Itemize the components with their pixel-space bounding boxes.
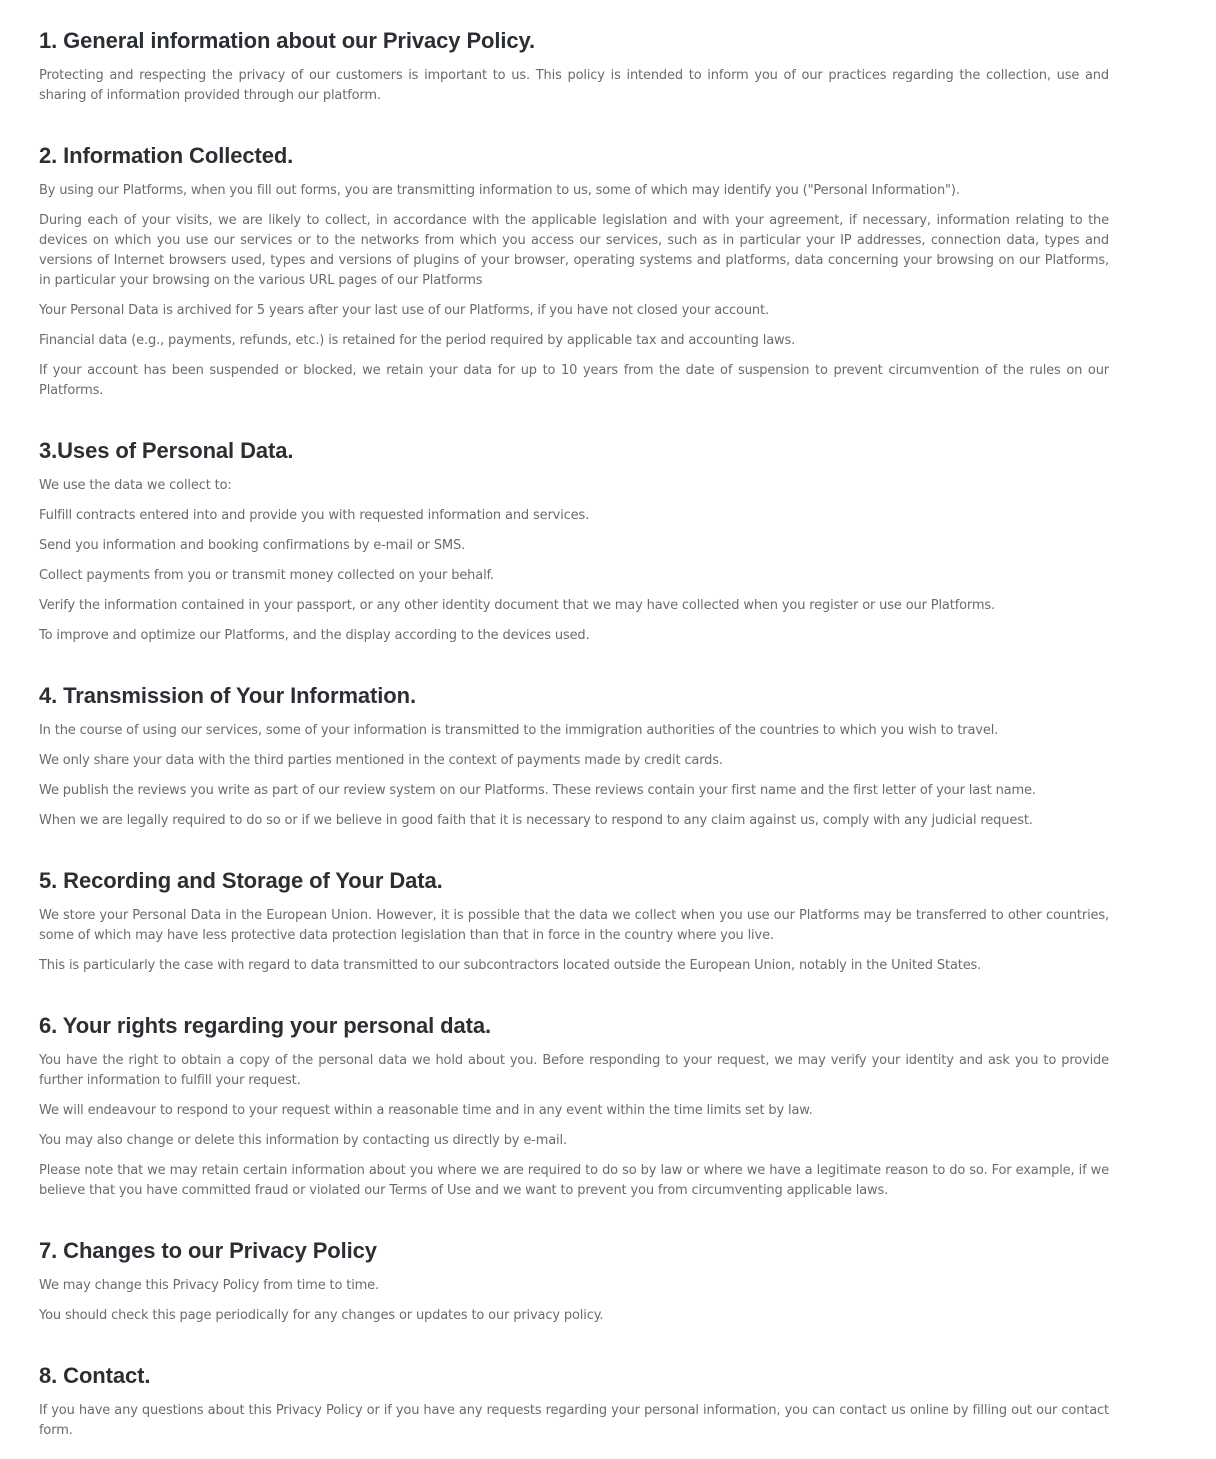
section-transmission-of-information — [39, 682, 1109, 841]
section-recording-and-storage — [39, 867, 1109, 986]
section-paragraph: We only share your data with the third parties mentioned in the context of payments made by credit cards. — [39, 753, 723, 768]
section-paragraph: If you have any questions about this Privacy Policy or if you have any requests regarding your personal information, you can contact us online by filling out our contact form. — [39, 1403, 1109, 1438]
section-paragraph: You should check this page periodically for any changes or updates to our privacy policy. — [39, 1308, 604, 1323]
section-changes-to-policy — [39, 1237, 1109, 1336]
section-information-collected — [39, 142, 1109, 411]
section-paragraph: We will endeavour to respond to your request within a reasonable time and in any event within the time limits set by law. — [39, 1103, 813, 1118]
section-paragraph: Collect payments from you or transmit money collected on your behalf. — [39, 568, 495, 583]
section-paragraph: We use the data we collect to: — [39, 478, 232, 493]
section-paragraph: To improve and optimize our Platforms, and the display according to the devices used. — [39, 628, 590, 643]
section-contact — [39, 1362, 1109, 1451]
section-paragraph: We may change this Privacy Policy from time to time. — [39, 1278, 380, 1293]
section-title: 3.Uses of Personal Data. — [39, 438, 294, 463]
section-title: 4. Transmission of Your Information. — [39, 683, 416, 708]
section-paragraph: Protecting and respecting the privacy of our customers is important to us. This policy is intended to inform you of our practices regarding the collection, use and sharing of information provided through our platform. — [39, 68, 1109, 103]
section-title: 8. Contact. — [39, 1363, 151, 1388]
section-paragraph: By using our Platforms, when you fill out forms, you are transmitting information to us, some of which may identify you ("Personal Information"). — [39, 183, 960, 198]
section-paragraph: Send you information and booking confirmations by e-mail or SMS. — [39, 538, 466, 553]
section-title: 6. Your rights regarding your personal data. — [39, 1013, 491, 1038]
section-title: 1. General information about our Privacy Policy. — [39, 28, 536, 53]
section-paragraph: We publish the reviews you write as part of our review system on our Platforms. These reviews contain your first name and the first letter of your last name. — [39, 783, 1036, 798]
section-paragraph: Financial data (e.g., payments, refunds, etc.) is retained for the period required by applicable tax and accounting laws. — [39, 333, 796, 348]
section-your-rights — [39, 1012, 1109, 1211]
section-paragraph: Please note that we may retain certain information about you where we are required to do so by law or where we have a legitimate reason to do so. For example, if we believe that you have committed fraud or violated our Terms of Use and we want to prevent you from circumventing applicable laws. — [39, 1163, 1109, 1198]
section-paragraph: This is particularly the case with regard to data transmitted to our subcontractors located outside the European Union, notably in the United States. — [39, 958, 982, 973]
section-paragraph: Verify the information contained in your passport, or any other identity document that we may have collected when you register or use our Platforms. — [39, 598, 996, 613]
section-paragraph: We store your Personal Data in the European Union. However, it is possible that the data we collect when you use our Platforms may be transferred to other countries, some of which may have less protective data protection legislation than that in force in the country where you live. — [39, 908, 1109, 943]
section-paragraph: Your Personal Data is archived for 5 years after your last use of our Platforms, if you have not closed your account. — [39, 303, 769, 318]
section-title: 7. Changes to our Privacy Policy — [39, 1238, 377, 1263]
section-title: 2. Information Collected. — [39, 143, 294, 168]
section-paragraph: In the course of using our services, some of your information is transmitted to the immigration authorities of the countries to which you wish to travel. — [39, 723, 999, 738]
section-paragraph: You have the right to obtain a copy of the personal data we hold about you. Before responding to your request, we may verify your identity and ask you to provide further information to fulfill your request. — [39, 1053, 1109, 1088]
section-paragraph: You may also change or delete this information by contacting us directly by e-mail. — [39, 1133, 567, 1148]
section-general-information — [39, 27, 1109, 116]
section-paragraph: During each of your visits, we are likely to collect, in accordance with the applicable legislation and with your agreement, if necessary, information relating to the devices on which you use our services or to the networks from which you access our services, such as in particular your IP addresses, connection data, types and versions of Internet browsers used, types and versions of plugins of your browser, operating systems and platforms, data concerning your browsing on our Platforms, in particular your browsing on the various URL pages of our Platforms — [39, 213, 1109, 288]
section-title: 5. Recording and Storage of Your Data. — [39, 868, 443, 893]
section-uses-of-personal-data — [39, 437, 1109, 656]
section-paragraph: When we are legally required to do so or if we believe in good faith that it is necessary to respond to any claim against us, comply with any judicial request. — [39, 813, 1033, 828]
section-paragraph: Fulfill contracts entered into and provide you with requested information and services. — [39, 508, 590, 523]
section-paragraph: If your account has been suspended or blocked, we retain your data for up to 10 years from the date of suspension to prevent circumvention of the rules on our Platforms. — [39, 363, 1109, 398]
